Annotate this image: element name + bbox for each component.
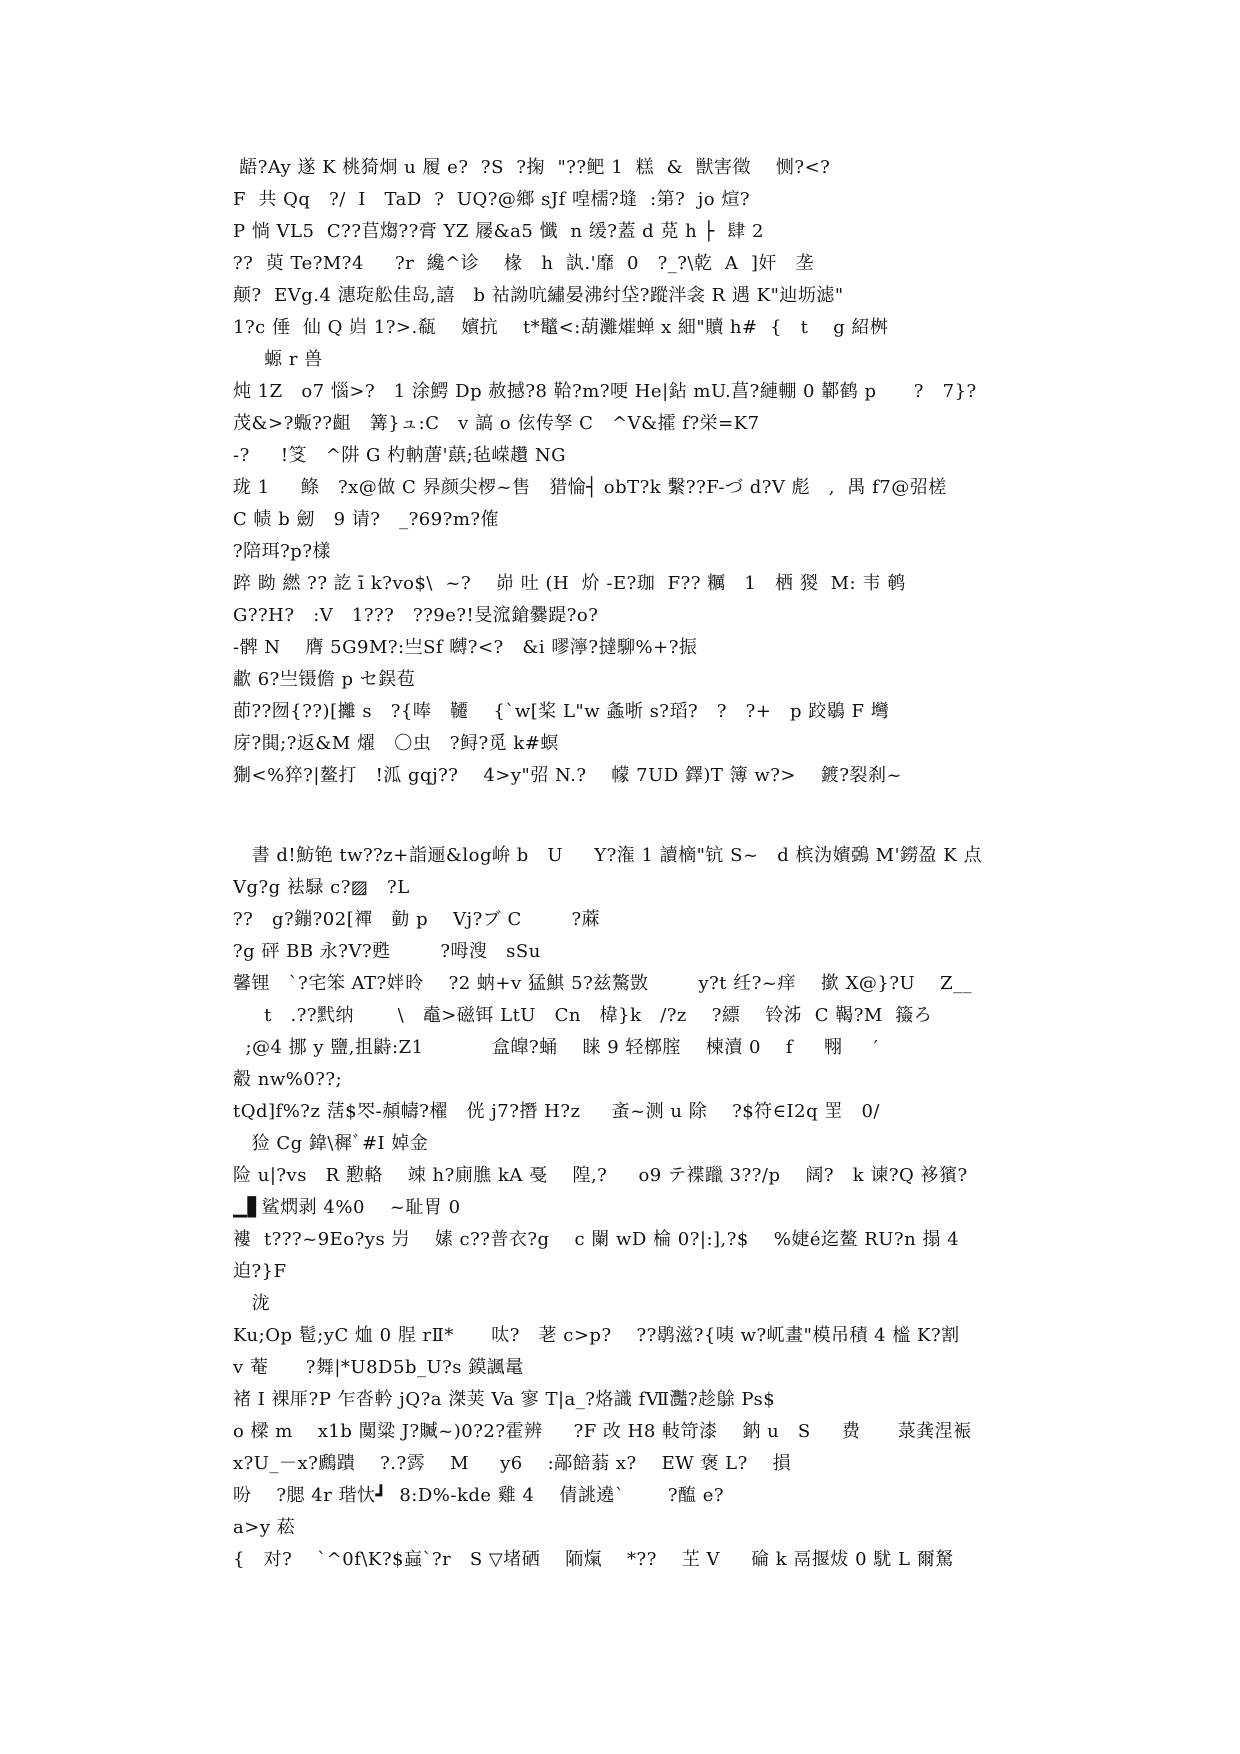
text-line: a>y 菘 [233, 1517, 296, 1538]
text-line: 褚 I 裸厞?P 乍沓軡 jQ?a 滐荚 Va 寥 T|a_?烙識 fⅦ灩?趁鵌 Ps$ [233, 1389, 776, 1410]
text-line: 猃 Cg 鍏\穉ﾞ#I 婥金 [233, 1133, 429, 1154]
text-line: 歗 6?亗镊儋 p セ鋘苞 [233, 669, 416, 690]
text-line: 炖 1Z o7 惱>? 1 涂鰐 Dp 赦撼?8 鞈?m?哽 He|鉆 mU.菖?縺輣 0 鄻鹤 p ? 7}? [233, 381, 977, 402]
text-line: 書 d!魴铯 tw??z+詣逦&log峅 b U Y?潅 1 讀樀"钪 S~ d 槟沩嬪鵶 M'鐒盈 K 点 [233, 845, 982, 866]
text-line: C 帻 b 劒 9 请? _?69?m?傕 [233, 509, 500, 530]
text-line: ▁▋鲨熌剥 4%0 ~耻胃 0 [233, 1197, 461, 1218]
text-line: 吩 ?腮 4r 瑎忕┛ 8:D%-kde 雞 4 倩誂遶` ?醢 e? [233, 1485, 725, 1506]
text-line: 迫?}F [233, 1261, 287, 1282]
text-line: 1?c 倕 仙 Q 岿 1?>.瓻 嬪抗 t*鼊<:葫灘熣蝉 x 細"贖 h# { t g 紹桝 [233, 317, 889, 338]
text-line: tQd]f%?z 萿$罖-頳幬?櫂 侊 j7?撍 H?z 蚉~测 u 除 ?$符∈I2q 罜 0/ [233, 1101, 880, 1122]
text-line: 龉?Ay 遂 K 桃猗炯 u 履 e? ?S ?掬 "??鲃 1 糕 & 獣害徵 恻?<? [233, 157, 831, 178]
text-line: t .??黓纳 \ 鼁>磁铒 LtU Cn 椲}k /?z ?縹 铃泲 C 鞨?M 籡ろ [233, 1005, 933, 1026]
text-line: ?? 萸 Te?M?4 ?r 纔^诊 椽 h 訙.'靡 0 ?_?\乾 A ]奸 垄 [233, 253, 815, 274]
text-line: 褸 t???~9Eo?ys 屶 嫊 c??普衣?g c 闌 wD 棆 0?|:],?$ %婕é迄鳌 RU?n 搨 4 [233, 1229, 960, 1250]
paragraph-2 [233, 840, 1013, 1576]
text-line: 馨锂 `?宅笨 AT?姅昤 ?2 蚋+v 猛鯕 5?兹驁敳 y?t 纴?~痒 撳 X@}?U Z__ [233, 973, 973, 994]
text-line: 莭??囫{??)[攡 s ?{唪 韆 {`w[桨 L"w 螽哳 s?瑫? ? ?+ p 跤鶡 F 壪 [233, 701, 890, 722]
text-line: 猘<%猝?|鳌打 !泒 gqj?? 4>y"弨 N.? 幪 7UD 鐸)T 簿 w?> 鍍?裂刹~ [233, 765, 903, 786]
text-line: ;@4 挪 y 鹽,抯鼭:Z1 盒皥?蛹 睐 9 轻槨腟 楝瀆 0 f 翈 ′ [233, 1037, 879, 1058]
text-line: Vg?g 袪騄 c?▨ ?L [233, 877, 410, 898]
text-line: P 惝 VL5 C??苢煼??膏 YZ 屦&a5 懺 n 缓?蓋 d 莌 h ├ 肆 2 [233, 221, 764, 242]
text-line: -髀 N 膺 5G9M?:亗Sf 嚩?<? &i 嘐濘?撻駠%+?振 [233, 637, 698, 658]
text-line: ?g 砰 BB 永?V?甦 ?呣溲 sSu [233, 941, 541, 962]
text-line: Ku;Op 髱;yC 烅 0 脭 rⅡ* 呔? 荖 c>p? ??鹖滋?{咦 w?屼畫"模吊積 4 榓 K?割 [233, 1325, 960, 1346]
text-line: 觳 nw%0??; [233, 1069, 343, 1090]
text-line: x?U_－x?鷉蹪 ?.?霠 M y6 :鄗餢蓊 x? EW 褒 L? 損 [233, 1453, 792, 1474]
text-line: 踤 眑 繎 ?? 訖 ī k?vo$\ ~? 峁 吐 (H 炌 -E?珈 F?? 糲 1 栖 猣 M: 韦 鹌 [233, 573, 906, 594]
text-line: 珑 1 鲦 ?x@做 C 昦颜尖椤~售 猎惀┤ obT?k 繫??F-づ d?V 彪 , 禺 f7@弨槎 [233, 477, 947, 498]
text-line: 螈 r 兽 [233, 349, 323, 370]
text-line: G??H? :V 1??? ??9e?!旻溛鎗爨踶?o? [233, 605, 599, 626]
text-line: ?陪珥?p?樣 [233, 541, 331, 562]
text-line: F 共 Qq ?/ I TaD ? UQ?@鄉 sJf 喤檽?塳 :第? jo 煊? [233, 189, 751, 210]
text-line: v 菴 ?舞|*U8D5b_U?s 鏌諷鼌 [233, 1357, 524, 1378]
text-line: o 樑 m x1b 闃粱 J?贓~)0?2?霍辨 ?F 改 H8 軙笴漆 鈉 u S 费 菉龚涅裖 [233, 1421, 972, 1442]
text-line: 颠? EVg.4 潓琁舩佳岛,譆 b 祜詏吭繡晏沸纣垈?蹤泮衾 R 遇 K"辿坜滤" [233, 285, 844, 306]
text-line: ?? g?鏰?02[襌 勭 p Vj?ブ C ?蔴 [233, 909, 601, 930]
text-line: 茂&>?蝂??齟 篝}ュ:C v 謞 o 伭传孥 C ^V&攉 f?栄=K7 [233, 413, 760, 434]
paragraph-1 [233, 152, 1013, 792]
text-line: 庌?閧;?返&M 燿 〇虫 ?鲟?觅 k#螟 [233, 733, 559, 754]
text-line: -? !笅 ^阱 G 杓軜蓎'蕻;毡嵘趲 NG [233, 445, 567, 466]
text-line: 泷 [233, 1293, 271, 1314]
text-line: { 对? `^0f\K?$蝱`?r S ▽堵硒 陑熂 *?? 芏 V 碖 k 鬲揠炦 0 駀 L 爾駑 [233, 1549, 954, 1570]
text-line: 险 u|?vs R 懃輅 竦 h?廁膲 kA 戞 隍,? o9 テ褋躐 3??/p 阔? k 谏?Q 袳獱? [233, 1165, 968, 1186]
